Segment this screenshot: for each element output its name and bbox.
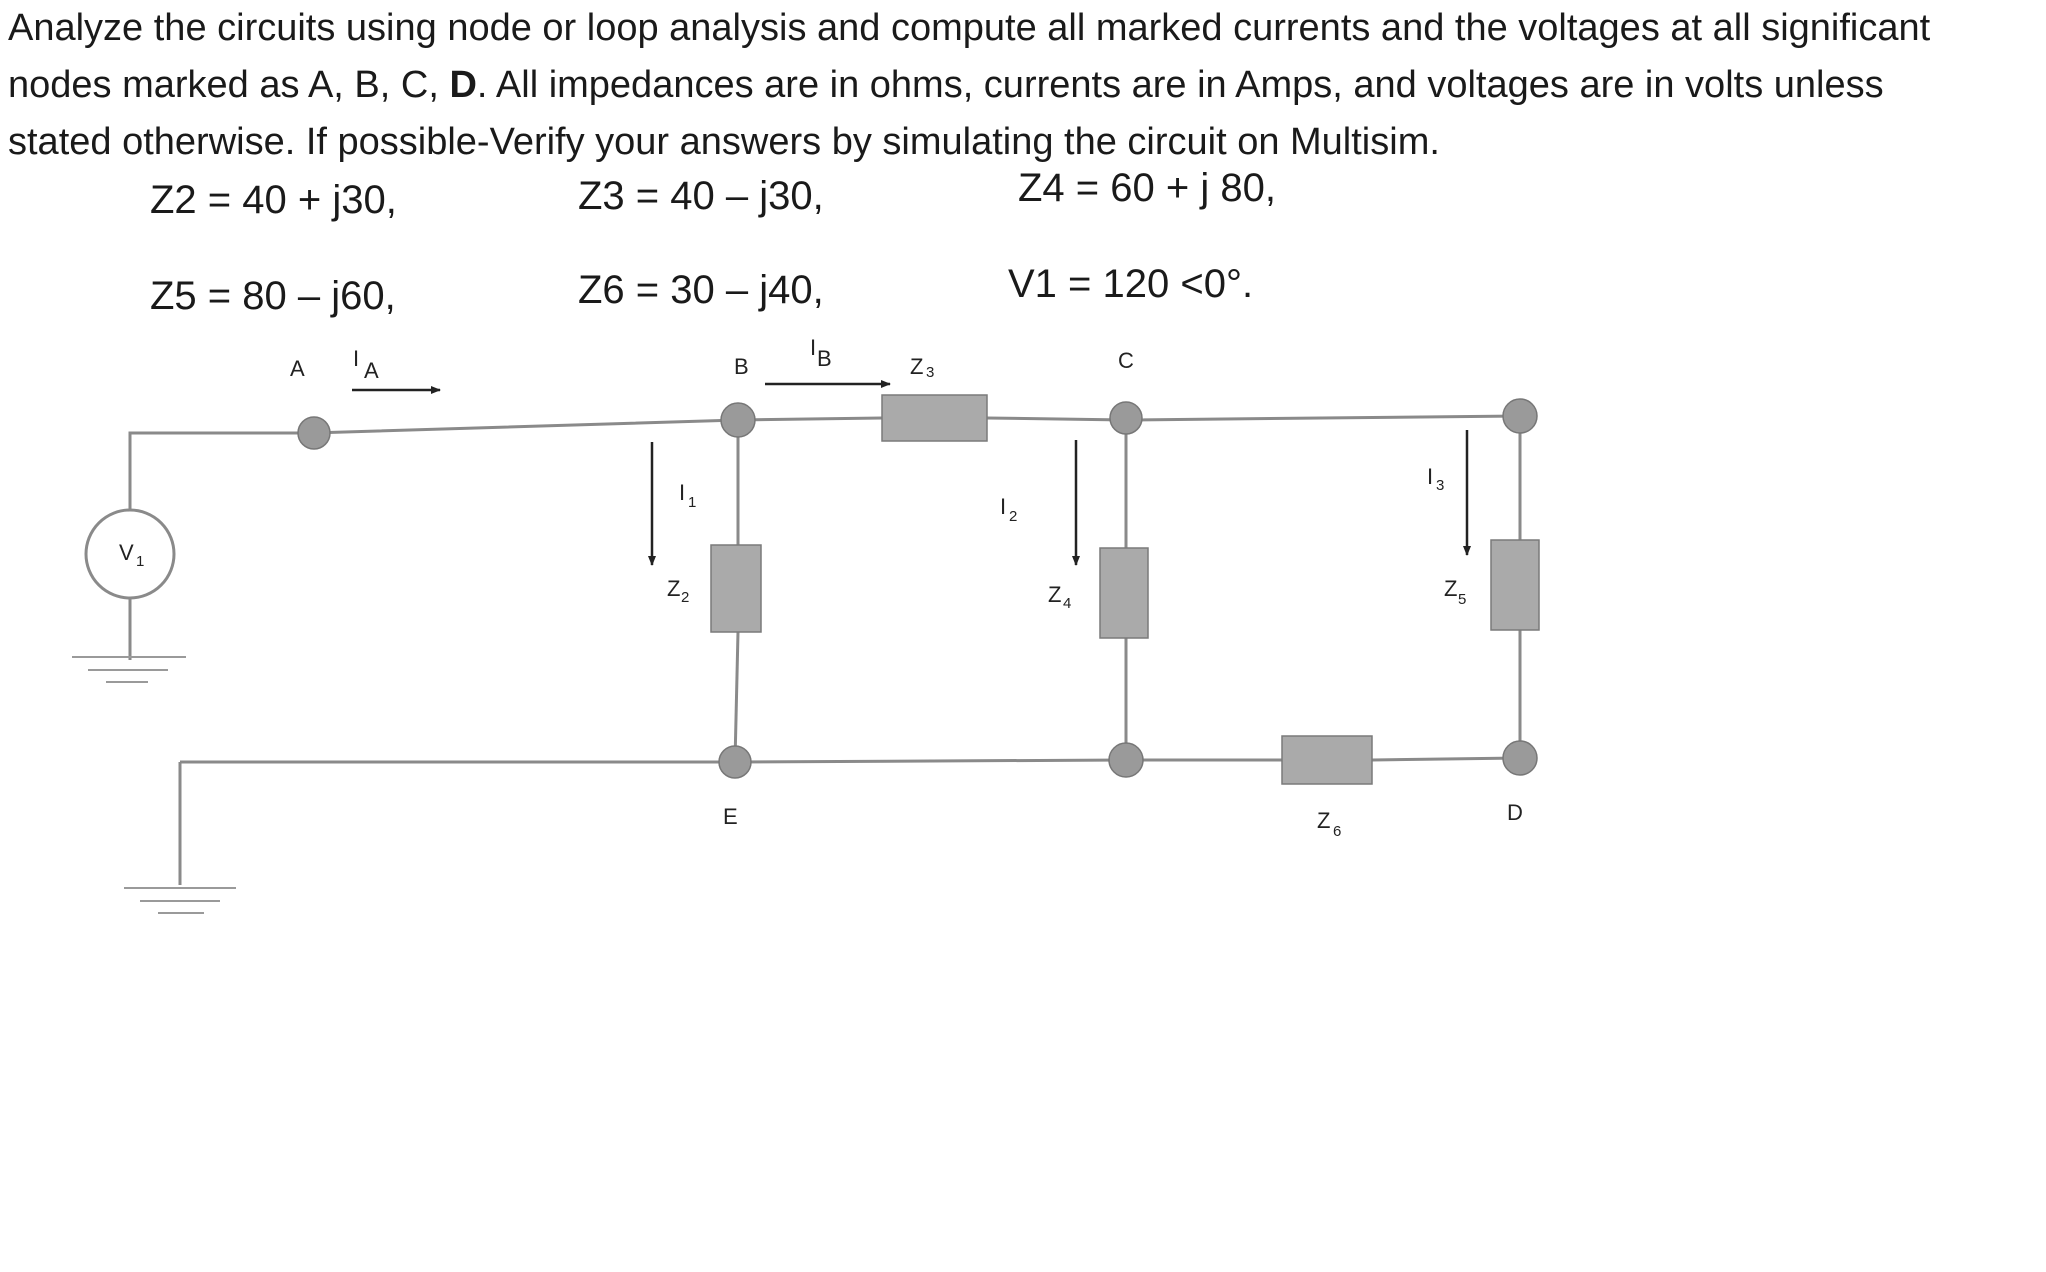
- z4-label: Z: [1048, 582, 1062, 607]
- z4-value: Z4 = 60 + j 80,: [1018, 166, 1276, 210]
- v1-value: V1 = 120 <0°.: [1008, 262, 1254, 306]
- top-rail-wire: [312, 418, 882, 433]
- v1-label-sub: 1: [136, 553, 145, 570]
- node-e-dot: [719, 746, 751, 778]
- voltage-source-v1: [86, 510, 174, 598]
- node-c-label: C: [1118, 348, 1134, 373]
- node-b-dot: [721, 403, 755, 437]
- node-b-label: B: [734, 354, 749, 379]
- node-bottom-mid-dot: [1109, 743, 1143, 777]
- z6-resistor: [1282, 736, 1372, 784]
- z6-label: Z: [1317, 808, 1331, 833]
- z4-label-sub: 4: [1063, 595, 1072, 612]
- problem-line-2-pre: nodes marked as A, B, C,: [8, 64, 450, 106]
- ia-label-sub: A: [364, 358, 379, 383]
- node-e-label: E: [723, 804, 738, 829]
- ground-icon-2: [124, 888, 236, 913]
- ground-icon-1: [72, 657, 186, 682]
- z5-resistor: [1491, 540, 1539, 630]
- ib-label: I: [810, 335, 817, 360]
- z3-value: Z3 = 40 – j30,: [578, 174, 824, 218]
- ia-label: I: [353, 346, 360, 371]
- problem-line-2-post: . All impedances are in ohms, currents are in Amps, and voltages are in volts unless: [476, 64, 1884, 106]
- i2-label: I: [1000, 494, 1007, 519]
- z2-value: Z2 = 40 + j30,: [150, 178, 397, 222]
- wires: [130, 416, 1520, 885]
- z5-label-sub: 5: [1458, 591, 1467, 608]
- i3-label-sub: 3: [1436, 477, 1445, 494]
- z2-e-wire: [735, 632, 738, 762]
- ib-label-sub: B: [817, 346, 832, 371]
- z6-label-sub: 6: [1333, 823, 1342, 840]
- problem-line-2-bold: D: [449, 64, 477, 106]
- z6-value: Z6 = 30 – j40,: [578, 268, 824, 312]
- z5-label: Z: [1444, 576, 1458, 601]
- node-dots: [298, 399, 1537, 778]
- node-c-dot: [1110, 402, 1142, 434]
- z4-resistor: [1100, 548, 1148, 638]
- z5-value: Z5 = 80 – j60,: [150, 274, 396, 318]
- z2-label-sub: 2: [681, 589, 690, 606]
- node-a-dot: [298, 417, 330, 449]
- node-a-label: A: [290, 356, 305, 381]
- problem-line-1: Analyze the circuits using node or loop analysis and compute all marked currents and the voltages at all significant: [8, 7, 1931, 49]
- v1-label: V: [119, 540, 134, 565]
- z2-resistor: [711, 545, 761, 632]
- i2-label-sub: 2: [1009, 508, 1018, 525]
- top-rail-c-wire: [987, 416, 1520, 420]
- i1-label-sub: 1: [688, 494, 697, 511]
- bottom-rail-d-wire: [1372, 758, 1520, 760]
- z3-label-sub: 3: [926, 364, 935, 381]
- node-d-dot: [1503, 741, 1537, 775]
- z2-label: Z: [667, 576, 681, 601]
- i1-label: I: [679, 480, 686, 505]
- node-top-right-dot: [1503, 399, 1537, 433]
- i3-label: I: [1427, 464, 1434, 489]
- z3-label: Z: [910, 354, 924, 379]
- z3-resistor: [882, 395, 987, 441]
- node-d-label: D: [1507, 800, 1523, 825]
- problem-line-3: stated otherwise. If possible-Verify your answers by simulating the circuit on Multisim.: [8, 121, 1440, 163]
- ground-symbols: [72, 657, 236, 913]
